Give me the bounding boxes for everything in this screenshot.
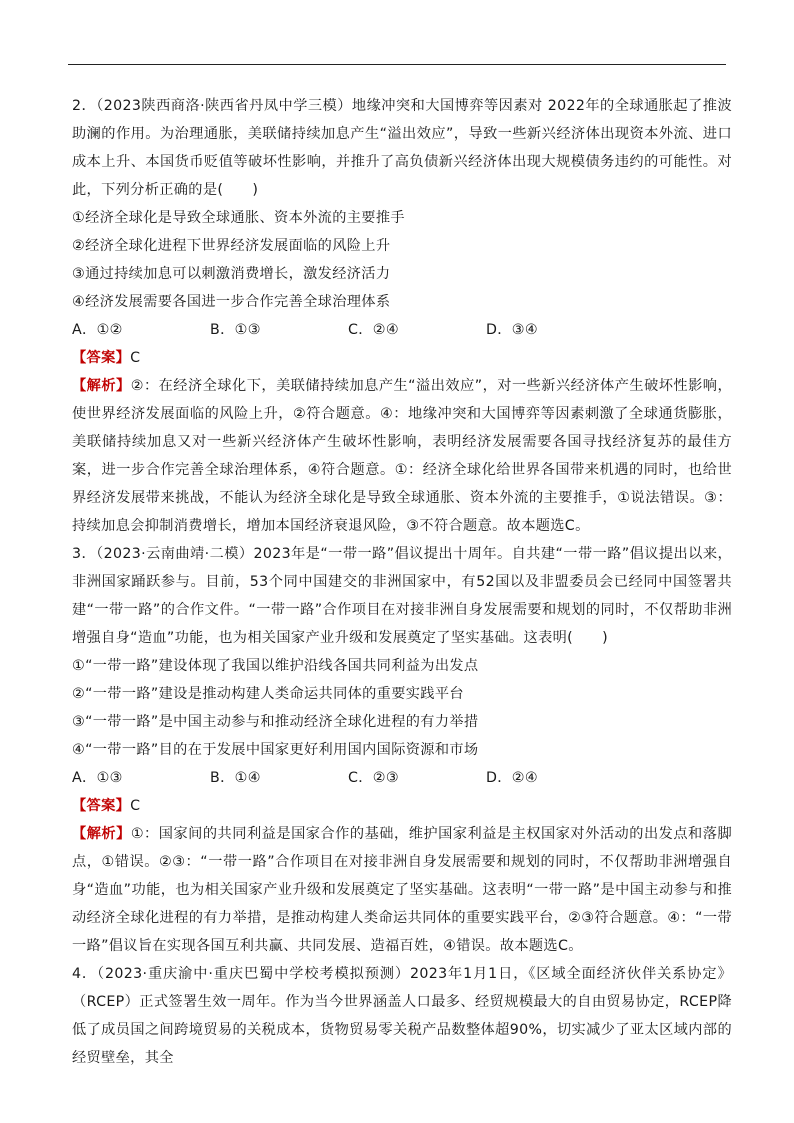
analysis-label: 【解析】	[72, 378, 131, 394]
option-b: B．①③	[210, 322, 261, 338]
question-3-options	[72, 764, 732, 792]
answer-value: C	[130, 350, 141, 366]
option-c: C．②④	[348, 322, 399, 338]
option-d: D．②④	[486, 770, 538, 786]
question-3-statement-4: ④“一带一路”目的在于发展中国家更好利用国内国际资源和市场	[72, 742, 479, 758]
option-a: A．①③	[72, 770, 123, 786]
option-a: A．①②	[72, 322, 123, 338]
question-3-answer	[72, 792, 732, 820]
option-d: D．③④	[486, 322, 538, 338]
question-2-statement-3: ③通过持续加息可以刺激消费增长，激发经济活力	[72, 266, 391, 282]
question-2-stem: 2．（2023陕西商洛·陕西省丹凤中学三模）地缘冲突和大国博弈等因素对 2022年的全球通胀起了推波助澜的作用。为治理通胀，美联储持续加息产生“溢出效应”，导致一些新兴经济体出现资本外流、进口成本上升、本国货币贬值等破坏性影响，并推升了高负债新兴经济体出现大规模债务违约的可能性。对此，下列分析正确的是( )	[72, 98, 732, 198]
option-c: C．②③	[348, 770, 399, 786]
answer-label: 【答案】	[72, 350, 131, 366]
analysis-text: ①：国家间的共同利益是国家合作的基础，维护国家利益是主权国家对外活动的出发点和落脚点，①错误。②③：“一带一路”合作项目在对接非洲自身发展需要和规划的同时，不仅帮助非洲增强自身“造血”功能，也为相关国家产业升级和发展奠定了坚实基础。这表明“一带一路”是中国主动参与和推动经济全球化进程的有力举措，是推动构建人类命运共同体的重要实践平台，②③符合题意。④：“一带一路”倡议旨在实现各国互利共赢、共同发展、造福百姓，④错误。故本题选C。	[72, 826, 732, 954]
answer-value: C	[130, 798, 141, 814]
document-body	[72, 92, 732, 1072]
question-2-statement-2: ②经济全球化进程下世界经济发展面临的风险上升	[72, 238, 391, 254]
question-3-statement-1: ①“一带一路”建设体现了我国以维护沿线各国共同利益为出发点	[72, 658, 479, 674]
question-3-stem: 3．（2023·云南曲靖·二模）2023年是“一带一路”倡议提出十周年。自共建“一带一路”倡议提出以来，非洲国家踊跃参与。目前，53个同中国建交的非洲国家中，有52国以及非盟委员会已经同中国签署共建“一带一路”的合作文件。“一带一路”合作项目在对接非洲自身发展需要和规划的同时，不仅帮助非洲增强自身“造血”功能，也为相关国家产业升级和发展奠定了坚实基础。这表明( )	[72, 546, 732, 646]
question-4-stem: 4．（2023·重庆渝中·重庆巴蜀中学校考模拟预测）2023年1月1日，《区域全面经济伙伴关系协定》（RCEP）正式签署生效一周年。作为当今世界涵盖人口最多、经贸规模最大的自由贸易协定，RCEP降低了成员国之间跨境贸易的关税成本，货物贸易零关税产品数整体超90%，切实减少了亚太区域内部的经贸壁垒，其全	[72, 966, 732, 1066]
question-3-statement-3: ③“一带一路”是中国主动参与和推动经济全球化进程的有力举措	[72, 714, 479, 730]
analysis-label: 【解析】	[72, 826, 131, 842]
question-2-options	[72, 316, 732, 344]
question-2-statement-1: ①经济全球化是导致全球通胀、资本外流的主要推手	[72, 210, 405, 226]
question-2-statement-4: ④经济发展需要各国进一步合作完善全球治理体系	[72, 294, 391, 310]
option-b: B．①④	[210, 770, 261, 786]
answer-label: 【答案】	[72, 798, 131, 814]
question-3-analysis	[72, 820, 732, 960]
question-3-statement-2: ②“一带一路”建设是推动构建人类命运共同体的重要实践平台	[72, 686, 464, 702]
header-rule	[68, 64, 726, 65]
question-2-analysis	[72, 372, 732, 540]
question-2-answer	[72, 344, 732, 372]
analysis-text: ②：在经济全球化下，美联储持续加息产生“溢出效应”，对一些新兴经济体产生破坏性影响，使世界经济发展面临的风险上升，②符合题意。④：地缘冲突和大国博弈等因素刺激了全球通货膨胀，美联储持续加息又对一些新兴经济体产生破坏性影响，表明经济发展需要各国寻找经济复苏的最佳方案，进一步合作完善全球治理体系，④符合题意。①：经济全球化给世界各国带来机遇的同时，也给世界经济发展带来挑战，不能认为经济全球化是导致全球通胀、资本外流的主要推手，①说法错误。③：持续加息会抑制消费增长，增加本国经济衰退风险，③不符合题意。故本题选C。	[72, 378, 733, 534]
